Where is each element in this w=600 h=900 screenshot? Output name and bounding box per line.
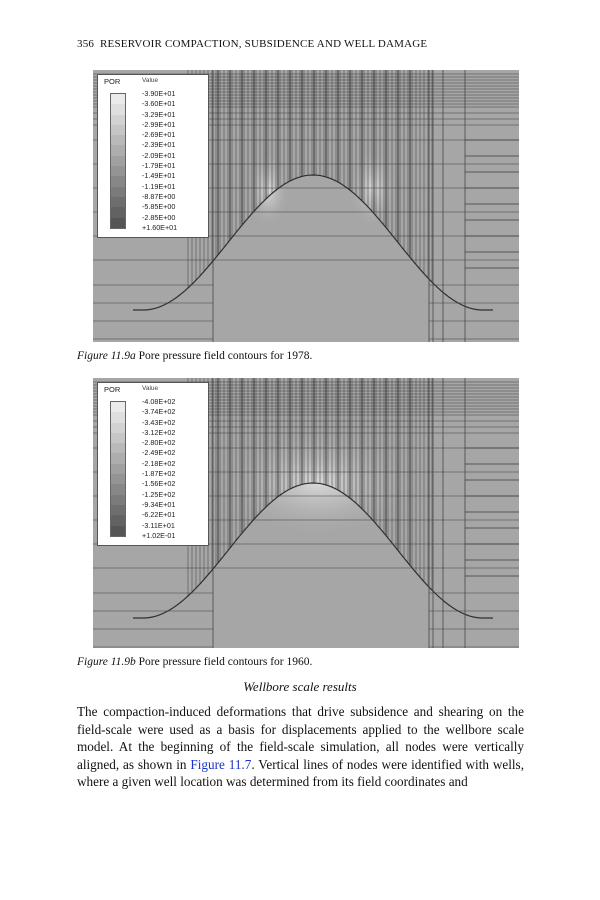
legend-value: -2.39E+01 <box>142 140 176 150</box>
legend-swatch <box>111 412 125 422</box>
figure-11-9a <box>93 70 519 342</box>
legend-swatch <box>111 505 125 515</box>
legend-swatch <box>111 166 125 176</box>
figure-link[interactable]: Figure 11.7 <box>190 756 252 772</box>
legend-value: -3.12E+02 <box>142 427 176 437</box>
page-number: 356 <box>77 38 95 50</box>
legend-value: -4.08E+02 <box>142 397 176 406</box>
body-paragraph <box>77 703 524 791</box>
legend-value: -5.85E+00 <box>142 202 176 212</box>
legend-value: -1.49E+01 <box>142 171 176 181</box>
legend-value: +1.02E-01 <box>142 530 176 540</box>
legend-value: -3.11E+01 <box>142 520 175 530</box>
legend-swatch <box>111 433 125 443</box>
legend-swatch <box>111 104 125 114</box>
legend-value: -2.80E+02 <box>142 438 176 448</box>
legend-value: -3.90E+01 <box>142 89 176 98</box>
caption-text: Pore pressure field contours for 1978. <box>138 350 313 362</box>
legend-value: -2.69E+01 <box>142 130 176 140</box>
legend-swatch <box>111 207 125 217</box>
legend-value: -1.19E+01 <box>142 181 176 191</box>
legend-value: -3.29E+01 <box>142 109 176 119</box>
legend-value-title: Value <box>142 385 159 392</box>
legend-value: -3.74E+02 <box>142 407 176 417</box>
legend-value: -1.79E+01 <box>142 161 176 171</box>
legend-value: -1.87E+02 <box>142 469 176 479</box>
legend-swatch <box>111 495 125 505</box>
page-header <box>77 38 427 50</box>
legend-value: -3.60E+01 <box>142 99 176 109</box>
legend-swatch <box>111 484 125 494</box>
legend-value: -2.49E+02 <box>142 448 176 458</box>
legend-value: -3.43E+02 <box>142 417 176 427</box>
figure-number: Figure 11.9a <box>77 350 136 362</box>
running-title: RESERVOIR COMPACTION, SUBSIDENCE AND WELL DAMAGE <box>100 38 428 50</box>
legend-swatch <box>111 218 125 228</box>
legend-swatch <box>111 443 125 453</box>
legend-swatch <box>111 115 125 125</box>
legend-value: -1.25E+02 <box>142 489 176 499</box>
legend-swatch <box>111 176 125 186</box>
legend-swatch <box>111 402 125 412</box>
legend-value: -1.56E+02 <box>142 479 176 489</box>
figure-caption <box>77 656 312 668</box>
legend-swatch <box>111 145 125 155</box>
body-text-part2: . Vertical lines of nodes were identified with wells, where a given well location was determined from its field coordinates and <box>77 756 524 790</box>
legend-value: -2.85E+00 <box>142 212 176 222</box>
legend-value: -9.34E+01 <box>142 499 176 509</box>
legend-value: -2.09E+01 <box>142 150 176 160</box>
color-scale-bar <box>110 401 126 537</box>
legend-swatch <box>111 94 125 104</box>
legend-swatch <box>111 515 125 525</box>
legend <box>97 74 209 238</box>
body-text-part1: The compaction-induced deformations that drive subsidence and shearing on the field-scale were used as a basis for displacements applied to the wellbore scale model. At the beginning of the field-scale simulation, all nodes were vertically aligned, as shown in <box>77 704 524 772</box>
legend-value: +1.60E+01 <box>142 222 178 232</box>
legend-swatch <box>111 187 125 197</box>
legend-value: -2.99E+01 <box>142 119 176 129</box>
legend-swatch <box>111 197 125 207</box>
caption-text: Pore pressure field contours for 1960. <box>138 656 313 668</box>
color-scale-bar <box>110 93 126 229</box>
legend-value: -6.22E+01 <box>142 510 176 520</box>
legend-value: -2.18E+02 <box>142 458 176 468</box>
legend <box>97 382 209 546</box>
legend-swatch <box>111 474 125 484</box>
legend-value: -8.87E+00 <box>142 191 176 201</box>
legend-swatch <box>111 453 125 463</box>
legend-swatch <box>111 135 125 145</box>
legend-swatch <box>111 464 125 474</box>
legend-value-title: Value <box>142 77 159 84</box>
legend-swatch <box>111 423 125 433</box>
legend-variable: POR <box>104 385 121 394</box>
figure-11-9b <box>93 378 519 648</box>
legend-swatch <box>111 156 125 166</box>
legend-variable: POR <box>104 77 121 86</box>
figure-caption <box>77 350 312 362</box>
figure-number: Figure 11.9b <box>77 656 136 668</box>
legend-swatch <box>111 125 125 135</box>
legend-swatch <box>111 526 125 536</box>
section-heading: Wellbore scale results <box>243 679 357 694</box>
